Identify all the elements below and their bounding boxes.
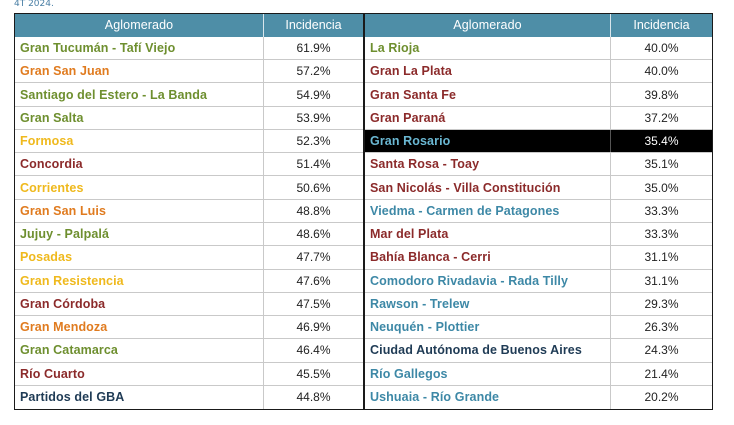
aglomerado-name: Gran La Plata <box>370 64 452 79</box>
table-row <box>15 153 363 176</box>
incidencia-value: 35.1% <box>610 153 712 175</box>
incidencia-value: 26.3% <box>610 316 712 338</box>
incidencia-value: 51.4% <box>263 153 363 175</box>
incidencia-value: 46.4% <box>263 339 363 361</box>
table-row <box>365 386 712 409</box>
aglomerado-name: Santiago del Estero - La Banda <box>20 87 208 102</box>
incidencia-value: 35.4% <box>610 130 712 152</box>
incidencia-value: 29.3% <box>610 293 712 315</box>
table-row <box>15 363 363 386</box>
incidencia-value: 40.0% <box>610 37 712 59</box>
aglomerado-name: Rawson - Trelew <box>370 296 470 311</box>
table-row <box>365 200 712 223</box>
incidencia-value: 24.3% <box>610 339 712 361</box>
aglomerado-name: Gran Tucumán - Tafí Viejo <box>20 40 176 55</box>
incidencia-value: 46.9% <box>263 316 363 338</box>
header-aglomerado: Aglomerado <box>453 18 522 33</box>
table-row <box>365 37 712 60</box>
aglomerado-name: Viedma - Carmen de Patagones <box>370 203 560 218</box>
incidencia-value: 52.3% <box>263 130 363 152</box>
incidencia-value: 47.7% <box>263 246 363 268</box>
incidencia-value: 40.0% <box>610 60 712 82</box>
incidencia-value: 54.9% <box>263 83 363 105</box>
incidencia-value: 33.3% <box>610 223 712 245</box>
aglomerado-name: Partidos del GBA <box>20 390 125 405</box>
aglomerado-name: Gran Resistencia <box>20 273 124 288</box>
table-row <box>15 83 363 106</box>
aglomerado-name: Concordia <box>20 157 83 172</box>
table-row <box>365 176 712 199</box>
table-header-right <box>365 14 712 37</box>
aglomerado-name: Bahía Blanca - Cerri <box>370 250 491 265</box>
aglomerado-name: Gran San Luis <box>20 203 107 218</box>
incidencia-value: 57.2% <box>263 60 363 82</box>
aglomerado-name: Gran Salta <box>20 110 84 125</box>
incidencia-value: 44.8% <box>263 386 363 409</box>
table-right-half <box>363 14 712 409</box>
aglomerado-name: Gran Córdoba <box>20 296 106 311</box>
incidence-table <box>14 13 713 410</box>
header-incidencia: Incidencia <box>263 14 363 37</box>
aglomerado-name: Gran Paraná <box>370 110 446 125</box>
table-left-half <box>15 14 363 409</box>
incidencia-value: 48.6% <box>263 223 363 245</box>
aglomerado-name: Formosa <box>20 134 74 149</box>
aglomerado-name: La Rioja <box>370 40 420 55</box>
aglomerado-name: San Nicolás - Villa Constitución <box>370 180 561 195</box>
aglomerado-name: Comodoro Rivadavia - Rada Tilly <box>370 273 569 288</box>
table-row <box>15 60 363 83</box>
incidencia-value: 35.0% <box>610 176 712 198</box>
incidencia-value: 20.2% <box>610 386 712 409</box>
header-aglomerado: Aglomerado <box>104 18 174 33</box>
incidencia-value: 45.5% <box>263 363 363 385</box>
incidencia-value: 48.8% <box>263 200 363 222</box>
aglomerado-name: Gran Rosario <box>370 134 451 149</box>
table-row <box>365 130 712 153</box>
table-row <box>365 83 712 106</box>
table-row <box>15 339 363 362</box>
table-row <box>365 293 712 316</box>
aglomerado-name: Río Cuarto <box>20 366 85 381</box>
table-row <box>15 176 363 199</box>
incidencia-value: 61.9% <box>263 37 363 59</box>
incidencia-value: 47.6% <box>263 270 363 292</box>
table-row <box>15 246 363 269</box>
table-row <box>15 316 363 339</box>
incidencia-value: 31.1% <box>610 270 712 292</box>
aglomerado-name: Gran Santa Fe <box>370 87 457 102</box>
table-header-left <box>15 14 363 37</box>
table-row <box>15 200 363 223</box>
aglomerado-name: Posadas <box>20 250 73 265</box>
aglomerado-name: Jujuy - Palpalá <box>20 227 110 242</box>
incidencia-value: 33.3% <box>610 200 712 222</box>
table-row <box>15 223 363 246</box>
aglomerado-name: Río Gallegos <box>370 366 448 381</box>
aglomerado-name: Ciudad Autónoma de Buenos Aires <box>370 343 582 358</box>
incidencia-value: 37.2% <box>610 107 712 129</box>
incidencia-value: 50.6% <box>263 176 363 198</box>
aglomerado-name: Gran Catamarca <box>20 343 118 358</box>
incidencia-value: 31.1% <box>610 246 712 268</box>
aglomerado-name: Santa Rosa - Toay <box>370 157 480 172</box>
aglomerado-name: Corrientes <box>20 180 84 195</box>
aglomerado-name: Ushuaia - Río Grande <box>370 390 500 405</box>
aglomerado-name: Neuquén - Plottier <box>370 320 480 335</box>
incidencia-value: 47.5% <box>263 293 363 315</box>
table-row <box>365 339 712 362</box>
table-row <box>15 386 363 409</box>
table-row <box>15 107 363 130</box>
caption-text: 4T 2024. <box>14 0 54 9</box>
table-row <box>15 293 363 316</box>
table-row <box>365 270 712 293</box>
table-row <box>365 107 712 130</box>
header-incidencia: Incidencia <box>610 14 712 37</box>
table-row <box>365 363 712 386</box>
incidencia-value: 53.9% <box>263 107 363 129</box>
aglomerado-name: Mar del Plata <box>370 227 449 242</box>
aglomerado-name: Gran Mendoza <box>20 320 108 335</box>
table-row <box>15 130 363 153</box>
incidencia-value: 39.8% <box>610 83 712 105</box>
table-row <box>15 37 363 60</box>
aglomerado-name: Gran San Juan <box>20 64 110 79</box>
table-row <box>15 270 363 293</box>
table-row <box>365 246 712 269</box>
table-row <box>365 153 712 176</box>
table-row <box>365 316 712 339</box>
table-row <box>365 60 712 83</box>
incidencia-value: 21.4% <box>610 363 712 385</box>
table-row <box>365 223 712 246</box>
